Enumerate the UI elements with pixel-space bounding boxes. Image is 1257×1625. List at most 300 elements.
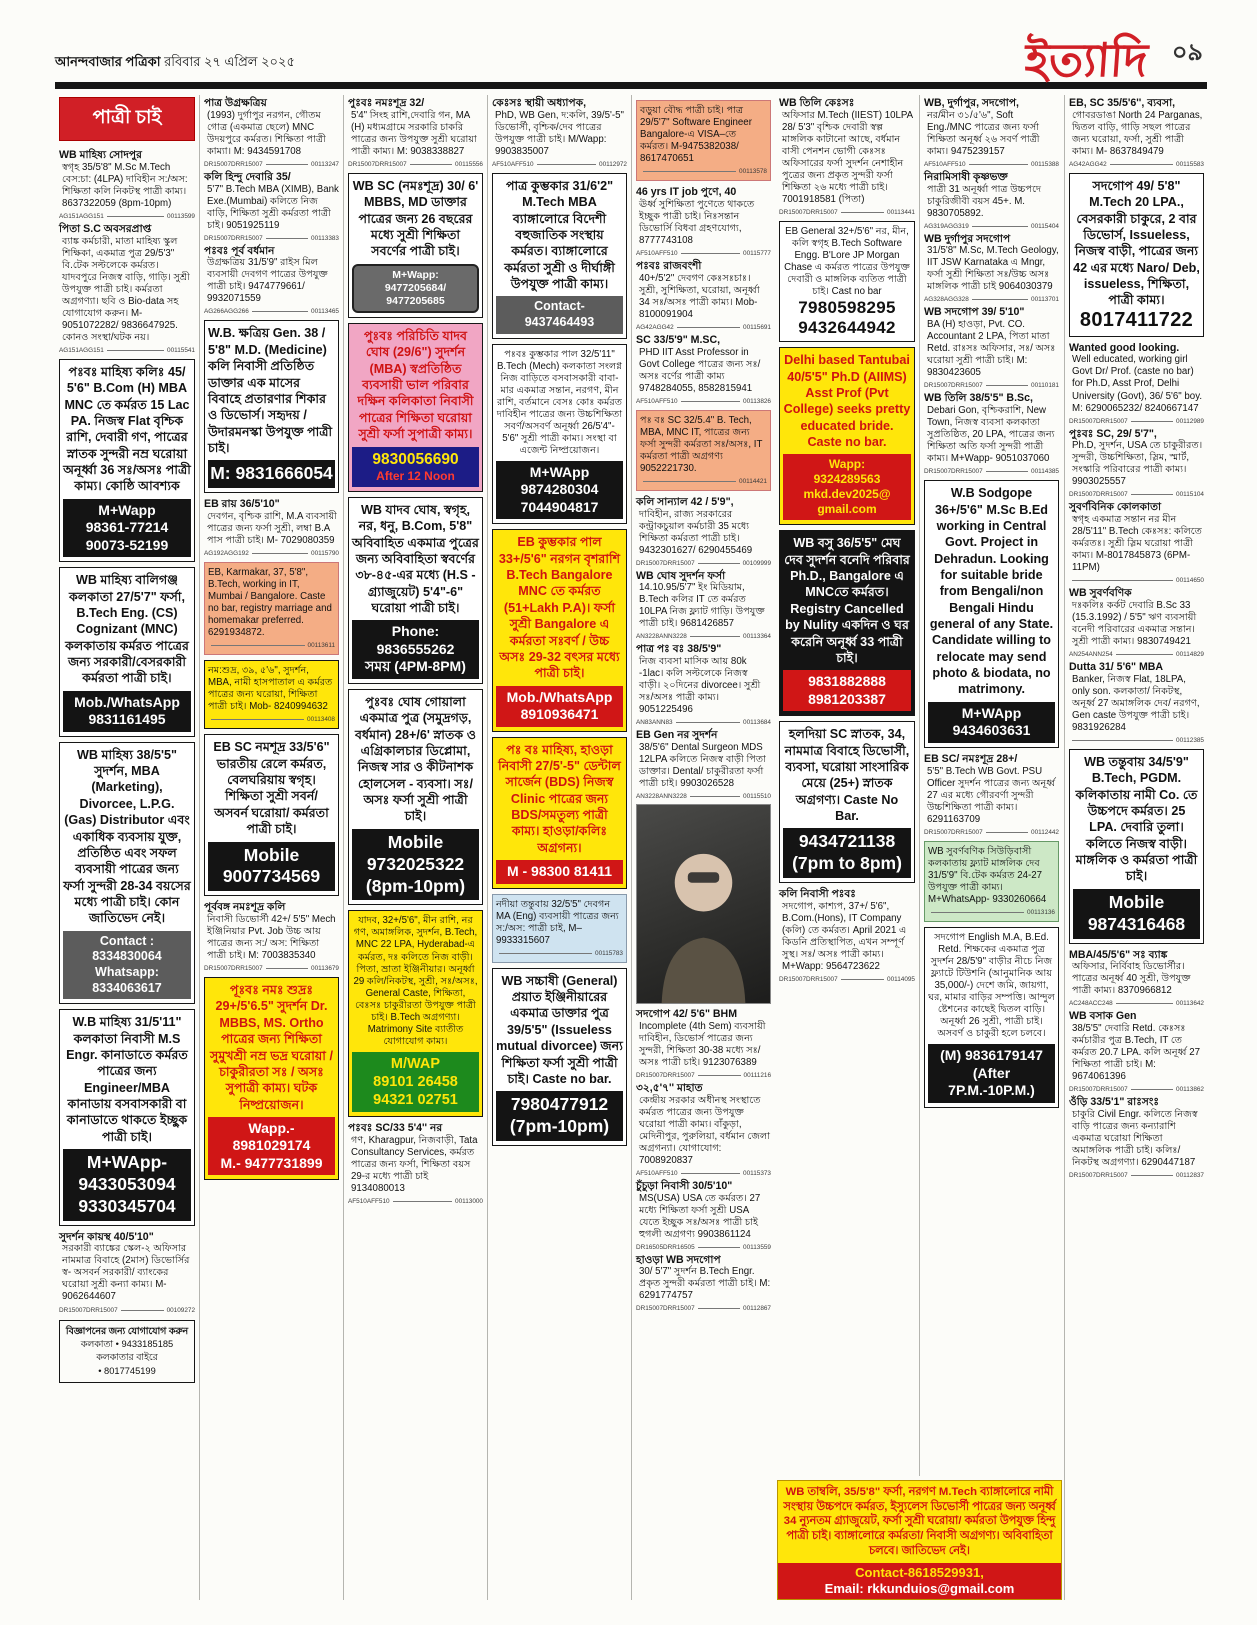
ad-body: Incomplete (4th Sem) ব্যবসায়ী দাবিহীন, ডিভোর্স পাত্রের জন্য সুন্দরী, শিক্ষিতা 30-38 মধ্যে সঃ/ অসঃ পাত্রী চাই। 9123076389 — [639, 1020, 766, 1068]
classified-ad — [204, 245, 339, 316]
ad-code-rule — [107, 216, 164, 217]
ad-code-line — [1069, 651, 1204, 658]
ad-code-line — [1069, 1172, 1204, 1179]
ad-body: চাকুরি Civil Engr. কলিতে নিজস্ব বাড়ি পাত্রের জন্য কন্যারাশি একমাত্র ঘরোয়া শিক্ষিতা অমাঙ্গলিক পাত্রী চাই। কলিঃ/নিকটস্থ অগ্রগণ্যা। 6290447187 — [1072, 1108, 1198, 1169]
classifieds-grid — [55, 95, 1212, 1600]
ad-title: নিরামিসাষী কৃষ্ণভক্ত — [924, 170, 1008, 183]
ad-code-right: 00115777 — [743, 249, 771, 257]
ad-body: Delhi based Tantubai 40/5'5" Ph.D (AIIMS) Asst Prof (Pvt College) seeks pretty educated bride. Caste no bar. — [783, 353, 911, 450]
ad-body: পঃবঃ মাহিষ্য কলিঃ 45/ 5'6" B.Com (H) MBA MNC তে কর্মরত 15 Lac PA. নিজস্ব Flat বৃশ্চিক রাশি, দেবারী গণ, পাত্রের স্নাতক সুন্দরী নম্র ঘরোয়া অনূর্ধ্বা 36 সঃ/অসঃ পাত্রী কাম্য। কোষ্ঠি আবশ্যক — [63, 364, 191, 494]
ad-code-rule — [1110, 164, 1173, 165]
phone-line: 9830056690 — [372, 450, 459, 468]
classified-ad — [59, 223, 195, 354]
ad-code-right: 00109999 — [742, 559, 771, 567]
classified-ad — [1069, 1096, 1204, 1179]
classified-ad — [204, 498, 339, 557]
ad-body: পঃ বঃ মাহিষ্য, হাওড়া নিবাসী 27/5'-5" ডেন্টাল সার্জেন (BDS) নিজস্ব Clinic পাত্রের জন্য BDS/সমতুল্য পাত্রী কাম্য। হাওড়া/কলিঃ অগ্রগন্য। — [498, 742, 621, 855]
phone-line: Wapp.- — [248, 1119, 295, 1136]
ad-title: হাওড়া WB সদগোপ — [636, 1253, 721, 1266]
phone-line: 9324289563 — [813, 472, 881, 487]
ad-code-rule — [969, 164, 1028, 165]
ad-code-left: DR15007DRR15007 — [924, 828, 983, 836]
ad-body: স্বগৃহ একমাত্র সন্তান নর মীন 28/5'11" B.Tech কেঃসঃ: কলিতে কর্মরতঃ। সুশ্রী স্লিম ঘরোয়া পাত্রী কাম্য। M-8017845873 (6PM-11PM) — [1072, 514, 1202, 574]
contact-line: Contact-8618529931, — [855, 1564, 984, 1580]
ad-body: W.B Sodgope 36+/5'6" M.Sc B.Ed working in Central Govt. Project in Dehradun. Looking for suitable bride from Bengali/non Bengali Hindu general of any State. Candidate willing to relocate may send photo & biodata, no matrimony. — [929, 486, 1054, 697]
ad-body: 5'7" B.Tech MBA (XIMB), Bank Exe.(Mumbai) কলিতে নিজ বাড়ি, শিক্ষিতা সুশ্রী কর্মরতা পাত্রী চাই। 9051925119 — [207, 183, 339, 231]
classified-ad — [1069, 428, 1204, 499]
ad-code-left: AF510AFF510 — [636, 397, 678, 405]
ad-code-line — [640, 168, 767, 175]
phone-line: M/WAP — [390, 1055, 441, 1072]
phone-box — [352, 447, 479, 487]
ad-code-rule — [643, 481, 736, 482]
ad-code-rule — [1116, 1003, 1173, 1004]
page-number: ০৯ — [1171, 39, 1203, 66]
ad-code-right: 00110181 — [1031, 382, 1059, 390]
column-8 — [1064, 95, 1208, 1600]
ad-code-right: 00115104 — [1176, 491, 1204, 499]
phone-line: Mob./WhatsApp — [506, 688, 613, 705]
ad-code-rule — [841, 212, 884, 213]
phone-line: M.- 9477731899 — [220, 1154, 323, 1171]
ad-title: কলি সান্যাল 42 / 5'9", — [636, 495, 734, 508]
classified-ad — [1069, 949, 1204, 1008]
ad-code-line — [1069, 161, 1204, 168]
groom-portrait-photo — [636, 804, 771, 1004]
phone-box — [63, 931, 191, 1000]
classified-ad — [59, 742, 195, 1004]
classified-ad — [636, 334, 771, 405]
classified-ad — [1069, 97, 1204, 168]
ad-code-line — [204, 161, 339, 168]
classified-ad — [924, 306, 1059, 389]
ad-code-right: 00115783 — [595, 949, 623, 957]
ad-code-rule — [499, 953, 592, 954]
ad-body: পঃবঃ কুম্ভকার পাল 32/5'11" B.Tech (Mech) কলকাতা সংলগ্ন নিজ বাড়িতে বসবাসকারী বাবা-মার একমাত্র সন্তান, নরগণ, মীন রাশি, বর্তমানে বেসঃ কোঃ কর্মরত দাবিহীন পাত্রের জন্য উচ্চশিক্ষিতা সবর্ণ/অসবর্ণ অনূর্ধ্বা 26/5'4"- 5'6" সুশ্রী পাত্রী কাম্য। সংস্থা বা এজেন্ট নিষ্প্রয়োজন। — [496, 348, 623, 456]
classified-ad — [492, 737, 627, 889]
classified-ad — [924, 841, 1059, 922]
classified-ad — [1069, 1010, 1204, 1093]
phone-box — [63, 691, 191, 732]
columns-6-7-row — [775, 95, 1064, 1476]
classified-ad — [348, 910, 483, 1117]
phone-line: 9437464493 — [524, 314, 595, 329]
phone-line: 94321 02751 — [373, 1092, 458, 1108]
phone-line: 7044904817 — [520, 498, 599, 515]
ad-code-line — [924, 161, 1059, 168]
ad-code-line — [928, 909, 1055, 916]
ad-code-rule — [986, 832, 1028, 833]
phone-line: 9874280304 — [520, 481, 599, 498]
ad-code-left: AF510AFF510 — [348, 1197, 390, 1205]
phone-line: 98361-77214 — [85, 519, 169, 536]
phone-line: 9874316468 — [1087, 913, 1186, 934]
ad-code-rule — [252, 553, 308, 554]
ad-code-right: 00112385 — [1176, 736, 1204, 744]
ad-body: নম:শুদ্র, ৩৯, ৫'৬", সুদর্শন, MBA, নামী হাসপাতাল এ কর্মরত পাত্রের জন্য ঘরোয়া, শিক্ষিতা পাত্রী চাই। Mob- 8240994632 — [208, 665, 333, 713]
ad-code-right: 00113441 — [887, 208, 915, 216]
ad-code-right: 00113408 — [307, 716, 335, 724]
classified-ad — [779, 530, 915, 716]
ad-code-line — [59, 213, 195, 220]
ad-code-rule — [698, 563, 740, 564]
ad-code-right: 00112867 — [743, 1305, 771, 1313]
ad-title: পঃবঃ রাজবংশী — [636, 259, 702, 272]
ad-title: EB, SC 35/5'6'', ব্যবসা, — [1069, 97, 1176, 109]
ad-code-line — [779, 209, 915, 216]
ad-title: কলি হিন্দু দেবারি 35/ — [204, 170, 291, 183]
phone-box — [352, 264, 479, 313]
phone-line: After 12 Noon — [376, 468, 455, 483]
ad-code-rule — [107, 350, 164, 351]
column-5 — [631, 95, 775, 1600]
ad-body: (1993) দুর্গাপুর নরগন, গৌতম গোত্র (একমাত্র ছেলে) MNC উদয়পুরে কর্মরত। শিক্ষিতা পাত্রী কাম্যা। M: 9434591708 — [207, 109, 326, 157]
ad-body: 5'4" সিংহ রাশি,দেবারি গন, MA (H) মধ্যমগ্রামে সরকারি চাকরি পাত্রের জন্য উপযুক্ত সুশ্রী ঘরোয়া পাত্রী কাম্য। M: 9038338827 — [351, 109, 477, 157]
ad-code-rule — [681, 401, 740, 402]
ad-code-rule — [1072, 580, 1173, 581]
phone-box — [352, 620, 479, 679]
ad-code-right: 00109272 — [166, 1306, 195, 1314]
ad-code-right: 00113465 — [311, 308, 339, 316]
ad-code-line — [636, 1305, 771, 1312]
classified-ad — [636, 1180, 771, 1251]
phone-line: M+Wapp: — [392, 268, 439, 281]
ad-code-right: 00113642 — [1176, 1000, 1204, 1008]
ad-code-right: 00113611 — [307, 642, 335, 650]
column-7 — [919, 95, 1063, 1476]
ad-code-rule — [252, 311, 308, 312]
classified-ad — [924, 97, 1059, 168]
ad-code-right: 00114095 — [887, 976, 915, 984]
phone-line: 9434603631 — [952, 722, 1031, 739]
ad-code-line — [636, 633, 771, 640]
ad-code-right: 00112837 — [1176, 1172, 1204, 1180]
ad-code-rule — [266, 968, 308, 969]
ad-code-right: 00115583 — [1176, 160, 1204, 168]
phone-box — [1073, 889, 1200, 939]
ad-code-left: DR15007DRR15007 — [924, 382, 983, 390]
ad-body: Well educated, working girl Govt Dr/ Prof. (caste no bar) for Ph.D, Asst Prof, Delhi University (Govt), 36/ 5'6" boy. M: 6290065232/ 8240667147 — [1072, 354, 1203, 414]
ad-code-rule — [121, 1310, 164, 1311]
ad-code-right: 00113701 — [1031, 296, 1059, 304]
classified-ad — [924, 171, 1059, 230]
phone-line: 8910936471 — [520, 706, 599, 723]
ad-body: WB মাহিষ্য বালিগঞ্জ কলকাতা 27/5'7" ফর্সা, B.Tech Eng. (CS) Cognizant (MNC) কলকাতায় কর্মরত পাত্রের জন্য সরকারী/বেসরকারী কর্মরতা পাত্রী চাই। — [65, 573, 189, 686]
phone-line: 9836555262 — [376, 640, 455, 657]
classified-ad — [348, 323, 483, 492]
phone-box — [928, 702, 1055, 743]
ad-title: পঃবঃ পূর্ব বর্ধমান — [204, 244, 275, 257]
classified-ad — [348, 173, 483, 318]
phone-line: 8981029174 — [232, 1137, 311, 1154]
masthead — [55, 53, 295, 80]
ad-title: ওঁড়ি 33/5'1" রাঃসংঃ — [1069, 1096, 1160, 1109]
classified-ad — [204, 562, 339, 655]
phone-box — [63, 1149, 191, 1221]
ad-body: WB বসু 36/5'5" মেঘ দেব সুদর্শন বনেদি পরিবার Ph.D., Bangalore এ MNCতে কর্মরত। Registry Cancelled by Nulity একদিন ও ঘর করেনি অনূর্ধ্ব 33 পাত্রী চাই। — [784, 536, 910, 665]
phone-line: (After 7P.M.-10P.M.) — [948, 1064, 1035, 1099]
ad-body: WB SC (নমঃশূদ্র) 30/ 6' MBBS, MD ডাক্তার পাত্রের জন্য 26 বছরের মধ্যে সুশ্রী শিক্ষিতা সবর্ণের পাত্রী চাই। — [352, 178, 479, 259]
ad-code-rule — [1131, 1175, 1173, 1176]
ad-code-rule — [211, 645, 305, 646]
ad-code-left: DR15007DRR15007 — [779, 208, 838, 216]
ad-title: সুবর্ণবিনিক কোলকাতা — [1069, 501, 1162, 514]
classified-ad — [204, 901, 339, 972]
ad-code-right: 00115388 — [1031, 160, 1059, 168]
ad-code-left: DR15007DRR15007 — [1069, 491, 1128, 499]
ad-code-line — [208, 716, 335, 723]
classified-ad — [636, 1254, 771, 1313]
ad-code-left: DR15007DRR15007 — [59, 1306, 118, 1314]
classified-ad — [779, 721, 915, 883]
ad-body: EB General 32+/5'6" নর, মীন, কলি স্বগৃহ B.Tech Software Engg. B'Lore JP Morgan Chase এ কর্মরত পাত্রের উপযুক্ত দেবারী ও মাঙ্গলিক ব্যতিত পাত্রী চাই। Cast no bar — [784, 225, 910, 298]
classified-ad — [348, 97, 483, 168]
phone-line: M: 9831666054 — [210, 463, 333, 484]
advertiser-contact-box — [59, 1320, 195, 1384]
phone-line: M+WApp — [961, 704, 1022, 721]
ad-code-right: 00113679 — [311, 965, 339, 973]
contact-line: কলকাতা • 9433185185 — [80, 1338, 174, 1349]
ad-body: Banker, নিজস্ব Flat, 18LPA, only son. কলকাতা/ নিকটস্থ, অনূর্ধ্ব 27 অমাঙ্গলিক দেব/ নরগণ, Gen caste উপযুক্ত পাত্রী চাই। 9831926284 — [1072, 673, 1200, 733]
phone-line: Mobile — [387, 831, 444, 852]
ad-code-left: DR15007DRR15007 — [636, 1305, 695, 1313]
phone-line: Contact : — [99, 933, 155, 948]
contact-line: কলকাতার বাইরে — [96, 1352, 158, 1363]
edition-date: রবিবার ২৭ এপ্রিল ২০২৫ — [164, 54, 295, 69]
ad-body: সদগোপ, কাশ্যপ, 37+/ 5'6", B.Com.(Hons), IT Company (কলি) তে কর্মরত। April 2021 এ কিডনি প্রতিস্থাপিত, এখন সম্পূর্ণ সুস্থ। সঃ/ অসঃ পাত্রী কাম্য। M+Wapp: 9564723622 — [782, 900, 907, 973]
classified-ad — [636, 410, 771, 491]
ad-code-rule — [841, 979, 884, 980]
ad-body: W.B. ক্ষত্রিয় Gen. 38 / 5'8" M.D. (Medicine) কলি নিবাসী প্রতিষ্ঠিত ডাক্তার এক মাসের বিবাহে প্রতারণার শিকার ও ডিভোর্স। সহৃদয় / উদারমনস্কা উপযুক্ত পাত্রী চাই। — [208, 326, 333, 455]
ad-body: ঊর্ধ্ব সুশিক্ষিতা পুণেতে থাকতে ইচ্ছুক পাত্রী চাই। নিঃসন্তান ডিভোর্সি বিধবা গ্রহণযোগ্য, 8777743108 — [639, 198, 755, 246]
ad-body: EB SC নমশূদ্র 33/5'6" ভারতীয় রেলে কর্মরত, বেলঘরিয়ায় স্বগৃহ। শিক্ষিতা সুশ্রী সবর্ন/ অসবর্ন ঘরোয়া/ কর্মরতা পাত্রী চাই। — [213, 740, 330, 837]
ad-code-left: AN254ANN254 — [1069, 651, 1113, 659]
phone-box — [496, 860, 623, 884]
phone-line: 9434721138 — [798, 831, 896, 852]
contact-line: Email: rkkunduios@gmail.com — [824, 1580, 1015, 1596]
ad-code-line — [1069, 1000, 1204, 1007]
ad-title: Dutta 31/ 5'6" MBA — [1069, 661, 1164, 674]
ad-code-left: DR15007DRR15007 — [204, 234, 263, 242]
ad-code-rule — [1131, 494, 1173, 495]
phone-line: Mobile — [1108, 891, 1165, 912]
classified-ad — [1069, 501, 1204, 584]
ad-body: নিজ ব্যবসা মাসিক আয় 80k -1lac। কলি সল্টলেকে নিজস্ব বাড়ী। ২০দিনের divorcee। সুশ্রী সঃ/অসঃ পাত্রী কাম্য। 9051225496 — [639, 656, 761, 716]
phone-line: Wapp: — [828, 457, 866, 472]
contact-line: • 8017745199 — [98, 1365, 156, 1376]
ad-code-rule — [266, 164, 308, 165]
ad-code-right: 00113559 — [743, 1243, 771, 1251]
ad-title: WB তিলি 38/5'5" B.Sc, — [924, 392, 1033, 405]
ad-body: স্বগৃহ 35/5'8" M.Sc M.Tech বেস:চা: (4LPA) দাবিহীন স:/অস: শিক্ষিতা কলি নিকটস্থ পাত্রী কাম্য। 8637322059 (8pm-10pm) — [62, 161, 188, 209]
ad-code-right: 00115541 — [167, 346, 195, 354]
ad-body: উগ্রক্ষত্রিয় 31/5'9" রাইস মিল ব্যবসায়ী দেবগণ পাত্রের উপযুক্ত পাত্রী চাই। 9474779661/ 9932071559 — [207, 257, 328, 305]
classified-ad — [59, 359, 195, 562]
ad-code-right: 00113599 — [167, 212, 195, 220]
ad-body: সদগোপ English M.A, B.Ed. Retd. শিক্ষকের একমাত্র পুত্র সুদর্শন 28/5'9" বাড়ীর নীচে নিজ ফ্ল্যাটে টিউশনি (আনুমানিক আয় 35,000/-) দেশে জমি, জায়গা, ঘর, মামার বাড়ির সম্পত্তি। আন্দুল ষ্টেশনের কাছেই দ্বিতল বাড়ি। অনূর্ধ্বা 26 সুশ্রী, পাত্রী চাই। অসবর্ণ ও চাকুরী হলে চলবে। — [928, 931, 1055, 1040]
phone-box — [208, 460, 335, 488]
ad-code-rule — [1131, 421, 1173, 422]
ad-code-right: 00114650 — [1176, 577, 1204, 585]
classified-ad — [1069, 173, 1204, 337]
ad-title: WB বসাক Gen — [1069, 1010, 1137, 1023]
ad-code-right: 00115373 — [743, 1169, 771, 1177]
ad-title: WB মাহিষ্য সোদপুর — [59, 149, 142, 161]
ad-body: 31/5'8" M.Sc, M.Tech Geology, IIT JSW Karnataka এ Mngr, ফর্সা সুশ্রী শিক্ষিতা সঃ/উচ্চ অসঃ মাঙ্গলিক পাত্রী চাই 9064030379 — [927, 245, 1059, 293]
phone-box — [352, 1052, 479, 1112]
phone-line: M+WApp — [529, 463, 590, 480]
ad-code-rule — [690, 636, 740, 637]
ad-code-right: 00114385 — [1031, 468, 1059, 476]
ad-body: PHD IIT Asst Professor in Govt College পাত্রের জন্য সঃ/অসঃ বর্ণের পাত্রী কাম্য 9748284055, 8582815941 — [639, 346, 761, 394]
ad-code-right: 00112442 — [1031, 828, 1059, 836]
ad-code-line — [348, 1198, 483, 1205]
classified-ad — [924, 480, 1059, 748]
ad-body: কেন্দ্রীয় সরকার অধীনস্থ সংস্থাতে কর্মরত পাত্রের জন্য উপযুক্ত ঘরোয়া পাত্রী কাম্য। বাঁকুড়া, মেদিনীপুর, পুরুলিয়া, বর্ধমান জেলা অগ্রগন্যা। যোগাযোগ: 7008920837 — [639, 1094, 771, 1166]
ad-title: পাত্র পঃ বঃ 38/5'9" — [636, 643, 722, 656]
phone-line: M+Wapp — [98, 501, 156, 518]
ad-title: WB সুবর্ণবণিক — [1069, 587, 1132, 600]
classified-ad — [204, 320, 339, 493]
classified-ad — [492, 894, 627, 963]
classified-ad — [636, 1082, 771, 1177]
phone-line: 9732025322 — [366, 853, 465, 874]
ad-code-right: 00114829 — [1176, 651, 1204, 659]
classified-ad — [636, 1008, 771, 1079]
classified-ad — [59, 567, 195, 737]
ad-body: WB যাদব ঘোষ, স্বগৃহ, নর, ধনু, B.Com, 5'8" অবিবাহিত একমাত্র পুত্রের জন্য অবিবাহিতা স্ববর্ণের ৩৮-৪৫-এর মধ্যে (H.S - গ্র্যাজুয়েট) 5'4"-6" ঘরোয়া পাত্রী চাই। — [352, 502, 479, 616]
classified-ad — [492, 173, 627, 339]
ad-code-left: AG192AGG192 — [204, 550, 249, 558]
ad-code-line — [924, 468, 1059, 475]
ad-body: অফিসার M.Tech (IIEST) 10LPA 28/ 5'3" বৃশ্চিক দেবারী স্বল্প মাঙ্গলিক কাটানো আছে, বর্ধমান বাসী পেনশন ভোগী কেঃসঃ অফিসারের ফর্সা সুদর্শন নেশাহীন পুত্রের জন্য প্রকৃত সুন্দরী ফর্সা শিক্ষিতা ২৬ মধ্যে পাত্রী চাই। 7001918581 (পিতা) — [782, 109, 913, 205]
classified-ad — [204, 171, 339, 242]
ad-code-line — [924, 296, 1059, 303]
ad-body: পূঃবঃ নমঃ শুদ্রঃ 29+/5'6.5" সুদর্শন Dr. MBBS, MS. Ortho পাত্রের জন্য শিক্ষিতা সুমুখশ্রী নম্র ভদ্র ঘরোয়া / চাকুরীরতা সঃ / অসঃ সুপাত্রী কাম্য। ঘটক নিষ্প্রয়োজন। — [210, 983, 333, 1112]
ad-body: পঃ বঃ SC 32/5.4" B. Tech, MBA, MNC IT, পাত্রের জন্য ফর্সা সুন্দরী কর্মরতা সঃ/অসঃ, IT কর্মরতা পাত্রী অগ্রগণ্য 9052221730. — [640, 414, 763, 474]
ad-code-left: AF510AFF510 — [636, 249, 678, 257]
classified-ad — [204, 977, 339, 1180]
ad-code-right: 00113383 — [311, 234, 339, 242]
ad-body: 30/ 5'7" সুদর্শন B.Tech Engr. প্রকৃত সুন্দরী কর্মরতা পাত্রী চাই। M: 6291774757 — [639, 1266, 771, 1302]
ad-code-line — [204, 550, 339, 557]
classified-ad — [348, 1122, 483, 1205]
classified-ad — [1069, 587, 1204, 658]
ad-body: Debari Gon, বৃশ্চিকরাশি, New Town, নিজস্ব ব্যবসা কলকাতা সুপ্রতিষ্ঠিত, 20 LPA, পাত্রের জন্য শিক্ষিতা অতি ফর্সা সুন্দরী পাত্রী কাম্য। M+Wapp- 9051037060 — [927, 405, 1055, 465]
ad-code-right: 00113136 — [1027, 908, 1055, 916]
newspaper-name: আনন্দবাজার পত্রিকা — [55, 54, 161, 69]
phone-line: 8981203387 — [808, 690, 886, 707]
ad-code-left: AN3228ANN3228 — [636, 633, 687, 641]
ad-title: সুদর্শন কায়স্থ 40/5'10" — [59, 1230, 154, 1243]
phone-line: 9477205684/ 9477205685 — [384, 281, 447, 307]
spanning-ad — [777, 1480, 1062, 1600]
ad-body: WB মাহিষ্য 38/5'5" সুদর্শন, MBA (Marketing), Divorcee, L.P.G. (Gas) Distributor এবং একাধিক ব্যবসায় যুক্ত, প্রতিষ্ঠিত এবং সফল ব্যবসায়ী পাত্রের জন্য ফর্সা সুন্দরী 28-34 বয়সের মধ্যে পাত্রী চাই। কোন জাতিভেদ নেই। — [63, 747, 191, 926]
classified-ad — [1069, 749, 1204, 944]
ad-title: চুঁচুড়া নিবাসী 30/5'10" — [636, 1179, 733, 1192]
ad-code-left: AG151AGG151 — [59, 346, 104, 354]
ad-phone-number: 7980598295 — [798, 298, 896, 318]
phone-box — [783, 454, 911, 520]
ad-code-line — [640, 478, 767, 485]
ad-code-left: DR15007DRR15007 — [636, 1071, 695, 1079]
page-header — [55, 34, 1207, 89]
ad-code-right: 00111216 — [743, 1071, 771, 1079]
phone-line: 9330345704 — [78, 1195, 176, 1216]
phone-box — [928, 1044, 1055, 1103]
ad-title: 46 yrs IT job পুণে, 40 — [636, 186, 737, 199]
ad-title: পাত্র উগ্রক্ষত্রিয় — [204, 97, 267, 109]
ad-code-left: AN3228ANN3228 — [636, 793, 687, 801]
ad-body: WB সচ্চাষী (General) প্রয়াত ইঞ্জিনীয়ারের একমাত্র ডাক্তার পুত্র 39/5'5" (Issueless mutual divorcee) জন্য শিক্ষিতা ফর্সা সুশ্রী পাত্রী চাই। Caste no bar. — [496, 973, 623, 1086]
ad-body: BA (H) হাওড়া, Pvt. CO. Accountant 2 LPA, পিতা মাতা Retd. রাঃসঃ অফিসার, সঃ/ অসঃ ঘরোয়া সুশ্রী পাত্রী চাই। M: 9830423605 — [927, 319, 1056, 379]
ad-body: অফিসার, নির্বিবাহ ডিভোর্সীর। পাত্রের অনূর্ধ্ব 40 সুশ্রী, উপযুক্ত পাত্রী কাম্য। 8370966812 — [1072, 961, 1191, 997]
contact-line: বিজ্ঞাপনের জন্য যোগাযোগ করুন — [65, 1325, 189, 1336]
ad-code-left: DR15007DRR15007 — [636, 559, 695, 567]
phone-line: 9831161495 — [88, 711, 166, 728]
ad-code-left: AC248ACC248 — [1069, 1000, 1113, 1008]
ad-title: WB তিলি কেঃসঃ — [779, 97, 855, 109]
ad-body: দঃকলিঃ কর্কট দেবারি B.Sc 33 (15.3.1992) / 5'5" ঋণ ব্যবসায়ী বনেদী পরিবারের একমাত্র সন্তান। সুশ্রী পাত্রী কাম্য। 9830749421 — [1072, 599, 1197, 648]
phone-box — [63, 499, 191, 558]
ad-body: নদীয়া তন্তুবায় 32/5'5" দেবগন MA (Eng) ব্যবসায়ী পাত্রের জন্য স:/অস: পাত্রী চাই, M– 9933315607 — [496, 898, 619, 946]
ad-code-line — [348, 161, 483, 168]
section-header-patri-chai: পাত্রী চাই — [59, 97, 195, 141]
ad-body: 40+/5'2'' দেবগণ কেঃসঃচাঃ। সুশ্রী, সুশিক্ষিতা, ঘরোয়া, অনূর্ধ্বা 34 সঃ/অসঃ পাত্রী কাম্য। Mob- 8100091904 — [639, 272, 760, 320]
classified-ad — [204, 660, 339, 729]
ad-title: WB দুর্গাপুর সদগোপ — [924, 232, 1011, 245]
ad-body: সদগোপ 49/ 5'8" M.Tech 20 LPA., বেসরকারী চাকুরে, 2 বার ডিভোর্স, Issueless, নিজস্ব বাড়ী, পাত্রের জন্য 42 এর মধ্যে Naro/ Deb, issueless, শিক্ষিতা, পাত্রী কাম্য। — [1073, 178, 1200, 308]
ad-code-rule — [393, 1201, 452, 1202]
ad-code-left: AG266AGG266 — [204, 308, 249, 316]
classified-ad — [59, 1009, 195, 1226]
ad-code-line — [924, 223, 1059, 230]
ad-code-right: 00114421 — [739, 477, 767, 485]
ad-code-line — [636, 560, 771, 567]
ad-body: পুঃবঃ পরিচিতি যাদব ঘোষ (29/6") সুদর্শন (MBA) স্বপ্রতিষ্ঠিত ব্যবসায়ী ভাল পরিবার দক্ষিন কলিকাতা নিবাসী পাত্রের শিক্ষিতা ঘরোয়া সুশ্রী ফর্সা সুপাত্রী কাম্য। — [357, 329, 474, 442]
classified-ad — [924, 927, 1059, 1108]
ad-body: ব্যাঙ্ক কর্মচারী, মাতা মাহিষ্য স্কুল শিক্ষিকা, একমাত্র পুত্র 29/5'3" বি.টেক সল্টলেকে কর্মরত। যাদবপুরে নিজস্ব বাড়ি, গাড়ি। সুশ্রী উপযুক্ত পাত্রী চাই। কর্মরতা অগ্রগণ্যা। ছবি ও Bio-data সহ যোগাযোগ করুন। M-9051072282/ 9836647925. কোনও সংস্থা/ঘটক নয়। — [62, 235, 190, 343]
ad-code-right: 00113684 — [743, 719, 771, 727]
ad-code-right: 00113000 — [455, 1197, 483, 1205]
ad-code-rule — [643, 171, 736, 172]
phone-line: (7pm-10pm) — [509, 1116, 610, 1137]
ad-code-line — [1069, 577, 1204, 584]
classified-ad — [779, 221, 915, 342]
ad-code-line — [636, 793, 771, 800]
classified-ad — [59, 1231, 195, 1314]
phone-box — [208, 842, 335, 892]
columns-6-7-group — [775, 95, 1064, 1600]
spanning-ad-body: WB তাম্বলি, 35/5'8" ফর্সা, নরগণ M.Tech ব্যাঙ্গালোরে নামী সংস্থায় উচ্চপদে কর্মরত, ইস্যুলেস ডিভোর্সী পাত্রের জন্য অনূর্ধ্ব 34 ন্যুনতম গ্র্যাজুয়েট, ফর্সা সুশ্রী ঘরোয়া/ কর্মরতা উপযুক্ত হিন্দু পাত্রী চাই। ব্যাঙ্গালোরে কর্মরতা/ নিবাসী অগ্রগণ্য। অবিবাহিতা চলবে। জাতিভেদ নেই। — [783, 1486, 1056, 1557]
ad-body: 38/5'5" দেবারি Retd. কেঃসঃ কর্মচারীর পুত্র B.Tech, IT তে কর্মরত 20.7 LPA. কলি অনূর্ধ্ব 27 শিক্ষিতা পাত্রী চাই। M: 9674061396 — [1072, 1023, 1200, 1083]
ad-code-right: 00115790 — [311, 550, 339, 558]
ad-title: WB, দুর্গাপুর, সদগোপ, — [924, 97, 1019, 109]
section-logo: ইত্যাদি — [1023, 34, 1150, 86]
ad-code-left: DR15007DRR15007 — [1069, 1086, 1128, 1094]
ad-code-line — [204, 965, 339, 972]
classified-ad — [204, 734, 339, 896]
ad-code-rule — [972, 299, 1028, 300]
ad-title: WB ঘোষ সুদর্শন ফর্সা — [636, 569, 726, 582]
ad-body: PhD, WB Gen, দ:কলি, 39/5'-5" ডিভোর্সী, বৃশ্চিক/দেব পাত্রের উপযুক্ত পাত্রী চাই। M/Wapp: 9903835007 — [495, 109, 624, 157]
phone-line: 9007734569 — [222, 866, 321, 887]
ad-body: গণ, Kharagpur, নিজবাড়ী, Tata Consultancy Services, কর্মরত পাত্রের জন্য ফর্সা, শিক্ষিতা বয়স 29-র মধ্যে পাত্রী চাই 9134080013 — [351, 1134, 478, 1194]
ad-code-line — [1069, 737, 1204, 744]
ad-code-line — [636, 1244, 771, 1251]
phone-line: 8334063617 — [92, 980, 162, 995]
ad-code-line — [636, 250, 771, 257]
